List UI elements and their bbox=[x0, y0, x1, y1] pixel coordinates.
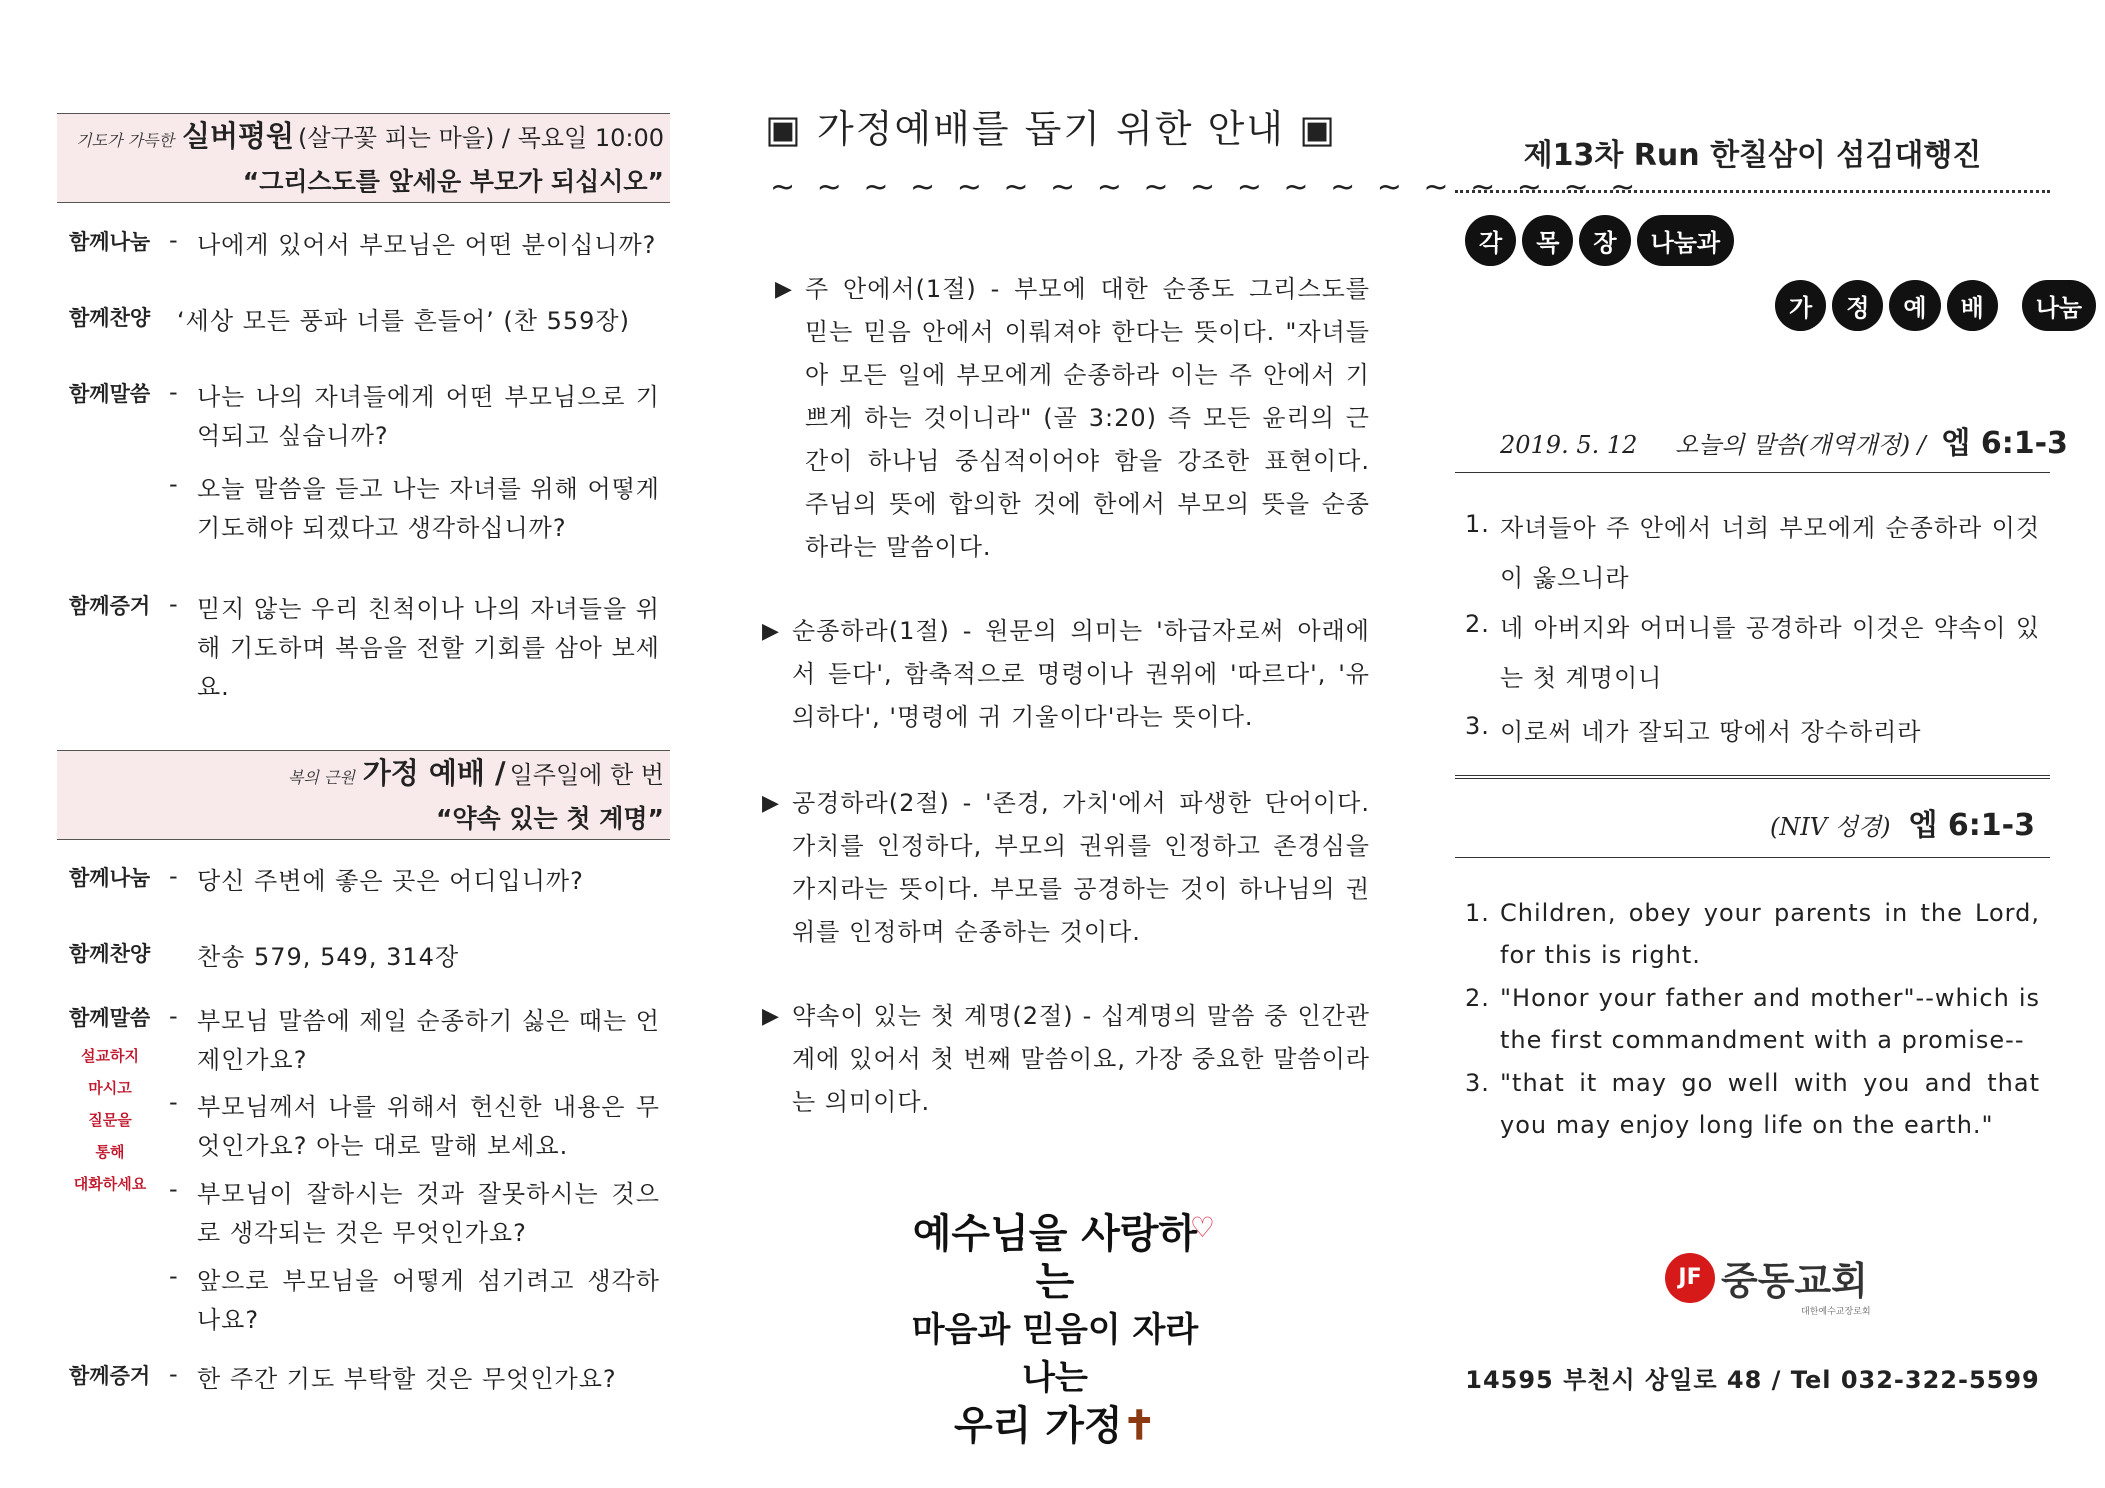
bubble-letter: 정 bbox=[1832, 280, 1883, 331]
row-text: 나는 나의 자녀들에게 어떤 부모님으로 기억되고 싶습니까? bbox=[197, 383, 660, 450]
divider bbox=[1455, 472, 2050, 473]
niv-ref: 엡 6:1-3 bbox=[1908, 808, 2035, 843]
section-subtitle: “약속 있는 첫 계명” bbox=[435, 804, 664, 833]
arrow-icon: ▶ bbox=[775, 277, 793, 302]
row-text: 앞으로 부모님을 어떻게 섬기려고 생각하나요? bbox=[197, 1267, 660, 1334]
row-text: 부모님께서 나를 위해서 헌신한 내용은 무엇인가요? 아는 대로 말해 보세요. bbox=[197, 1093, 660, 1160]
side-note-line: 질문을 bbox=[88, 1111, 132, 1129]
bubble-letter: 장 bbox=[1579, 215, 1630, 266]
denomination: 대한예수교장로회 bbox=[1801, 1307, 1871, 1317]
row-dash: - bbox=[169, 862, 178, 890]
side-note bbox=[65, 1040, 155, 1200]
section-tagline: 복의 근원 bbox=[287, 768, 355, 787]
bubble-letter: 각 bbox=[1465, 215, 1516, 266]
row-label: 함께말씀 bbox=[69, 382, 151, 406]
row-text: 오늘 말씀을 듣고 나는 자녀를 위해 어떻게 기도해야 되겠다고 생각하십니까? bbox=[197, 475, 660, 542]
heart-icon: ♡ bbox=[1189, 1211, 1215, 1244]
arrow-icon: ▶ bbox=[762, 619, 780, 644]
guide-paragraph bbox=[762, 782, 1370, 954]
section-title: 실버평원 bbox=[181, 119, 295, 153]
row-text: 나에게 있어서 부모님은 어떤 분이십니까? bbox=[197, 231, 657, 259]
calligraphy-line: 예수님을 사랑하는 bbox=[912, 1210, 1198, 1305]
calligraphy-line: 마음과 믿음이 자라나는 bbox=[911, 1310, 1199, 1398]
row-text: 한 주간 기도 부탁할 것은 무엇인가요? bbox=[197, 1365, 617, 1393]
dotted-divider bbox=[1455, 190, 2050, 193]
verse-text: 이로써 네가 잘되고 땅에서 장수하리라 bbox=[1500, 718, 1922, 746]
paragraph-text: 순종하라(1절) - 원문의 의미는 '하급자로써 아래에서 듣다', 함축적으로 명령이나 권위에 '따르다', '유의하다', '명령에 귀 기울이다'라는 뜻이다. bbox=[792, 617, 1370, 731]
verse-number: 3. bbox=[1465, 1069, 1490, 1097]
verse-text: 네 아버지와 어머니를 공경하라 이것은 약속이 있는 첫 계명이니 bbox=[1500, 614, 2040, 692]
row-dash: - bbox=[169, 226, 178, 254]
row-dash: - bbox=[169, 378, 178, 406]
side-note-line: 대화하세요 bbox=[73, 1175, 147, 1193]
bubble-text-row1 bbox=[1465, 215, 1740, 266]
row-label: 함께증거 bbox=[69, 1364, 151, 1388]
verse-number: 3. bbox=[1465, 712, 1490, 740]
niv-label: (NIV 성경) bbox=[1769, 813, 1891, 841]
row-dash: - bbox=[169, 1262, 178, 1290]
row-dash: - bbox=[169, 1002, 178, 1030]
bubble-letter: 나눔과 bbox=[1637, 215, 1735, 266]
date: 2019. 5. 12 bbox=[1500, 431, 1638, 459]
family-worship-header bbox=[57, 750, 670, 840]
row-dash: - bbox=[169, 1088, 178, 1116]
church-name: 중동교회 bbox=[1721, 1259, 1868, 1303]
verse-text: 자녀들아 주 안에서 너희 부모에게 순종하라 이것이 옳으니라 bbox=[1500, 514, 2040, 592]
row-label: 함께나눔 bbox=[69, 230, 151, 254]
verse-number: 1. bbox=[1465, 510, 1490, 538]
church-logo bbox=[1665, 1250, 1871, 1317]
bubble-letter: 배 bbox=[1947, 280, 1998, 331]
verse-number: 1. bbox=[1465, 899, 1490, 927]
row-label: 함께증거 bbox=[69, 594, 151, 618]
divider bbox=[1455, 857, 2050, 858]
bubble-letter: 예 bbox=[1889, 280, 1940, 331]
row-label: 함께찬양 bbox=[69, 942, 151, 966]
cross-icon: ✝ bbox=[1122, 1402, 1156, 1449]
double-divider bbox=[1455, 775, 2050, 779]
bubble-letter: 가 bbox=[1775, 280, 1826, 331]
verse-text: "that it may go well with you and that you may enjoy long life on the earth." bbox=[1500, 1069, 2040, 1139]
niv-header bbox=[1770, 800, 2035, 844]
church-address: 14595 부천시 상일로 48 / Tel 032-322-5599 bbox=[1465, 1366, 2040, 1394]
scripture-header bbox=[1500, 418, 2068, 462]
row-text: 믿지 않는 우리 친척이나 나의 자녀들을 위해 기도하며 복음을 전할 기회를 삼아 보세요. bbox=[197, 595, 660, 701]
silver-section-header bbox=[57, 113, 670, 203]
guide-title: ▣ 가정예배를 돕기 위한 안내 ▣ bbox=[765, 107, 1337, 151]
verse-text: Children, obey your parents in the Lord, for this is right. bbox=[1500, 899, 2040, 969]
row-dash: - bbox=[169, 470, 178, 498]
paragraph-text: 약속이 있는 첫 계명(2절) - 십계명의 말씀 중 인간관계에 있어서 첫 번째 말씀이요, 가장 중요한 말씀이라는 의미이다. bbox=[792, 1002, 1370, 1116]
event-title: 제13차 Run 한칠삼이 섬김대행진 bbox=[1523, 138, 1982, 173]
bubble-text-row2 bbox=[1775, 280, 2102, 331]
bubble-letter: 목 bbox=[1522, 215, 1573, 266]
guide-paragraph bbox=[762, 610, 1370, 739]
paragraph-text: 주 안에서(1절) - 부모에 대한 순종도 그리스도를 믿는 믿음 안에서 이뤄져야 한다는 뜻이다. "자녀들아 모든 일에 부모에게 순종하라 이는 주 안에서 기쁘게 하는 것이니라" (골 3:20) 즉 모든 윤리의 근간이 하나님 중심적이어야 함을 강조한 표현이다. 주님의 뜻에 합의한 것에 한에서 부모의 뜻을 순종하라는 말씀이다. bbox=[805, 275, 1370, 561]
verse-number: 2. bbox=[1465, 984, 1490, 1012]
row-label: 함께나눔 bbox=[69, 866, 151, 890]
section-subtitle: “그리스도를 앞세운 부모가 되십시오” bbox=[242, 167, 664, 196]
arrow-icon: ▶ bbox=[762, 791, 780, 816]
row-dash: - bbox=[169, 1360, 178, 1388]
row-text: 당신 주변에 좋은 곳은 어디입니까? bbox=[197, 867, 584, 895]
tilde-divider: ~ ~ ~ ~ ~ ~ ~ ~ ~ ~ ~ ~ ~ ~ ~ ~ ~ ~ ~ bbox=[770, 170, 1642, 205]
section-tagline: 기도가 가득한 bbox=[76, 131, 174, 150]
calligraphy-image bbox=[905, 1210, 1215, 1450]
row-label: 함께찬양 bbox=[69, 306, 151, 330]
row-label: 함께말씀 bbox=[69, 1006, 151, 1030]
logo-mark: JF bbox=[1665, 1253, 1715, 1303]
section-title: 가정 예배 / bbox=[362, 756, 506, 790]
scripture-label: 오늘의 말씀(개역개정) / bbox=[1675, 431, 1926, 459]
row-text: 찬송 579, 549, 314장 bbox=[197, 943, 460, 971]
section-meta: 일주일에 한 번 bbox=[509, 761, 664, 789]
row-text: ‘세상 모든 풍파 너를 흔들어’ (찬 559장) bbox=[177, 307, 630, 335]
arrow-icon: ▶ bbox=[762, 1004, 780, 1029]
bubble-letter: 나눔 bbox=[2022, 280, 2096, 331]
side-note-line: 마시고 bbox=[88, 1079, 132, 1097]
guide-paragraph bbox=[775, 268, 1370, 569]
row-text: 부모님 말씀에 제일 순종하기 싫은 때는 언제인가요? bbox=[197, 1007, 660, 1074]
side-note-line: 설교하지 bbox=[81, 1047, 139, 1065]
row-text: 부모님이 잘하시는 것과 잘못하시는 것으로 생각되는 것은 무엇인가요? bbox=[197, 1180, 660, 1247]
verse-number: 2. bbox=[1465, 610, 1490, 638]
scripture-ref: 엡 6:1-3 bbox=[1941, 426, 2068, 461]
section-meta: (살구꽃 피는 마을) / 목요일 10:00 bbox=[298, 124, 664, 152]
paragraph-text: 공경하라(2절) - '존경, 가치'에서 파생한 단어이다. 가치를 인정하다, 부모의 권위를 인정하고 존경심을 가지라는 뜻이다. 부모를 공경하는 것이 하나님의 권위를 인정하며 순종하는 것이다. bbox=[792, 789, 1370, 946]
calligraphy-line: 우리 가정 bbox=[953, 1402, 1123, 1449]
guide-paragraph bbox=[762, 995, 1370, 1124]
side-note-line: 통해 bbox=[95, 1143, 125, 1161]
row-dash: - bbox=[169, 1175, 178, 1203]
verse-text: "Honor your father and mother"--which is the first commandment with a promise-- bbox=[1500, 984, 2040, 1054]
row-dash: - bbox=[169, 590, 178, 618]
